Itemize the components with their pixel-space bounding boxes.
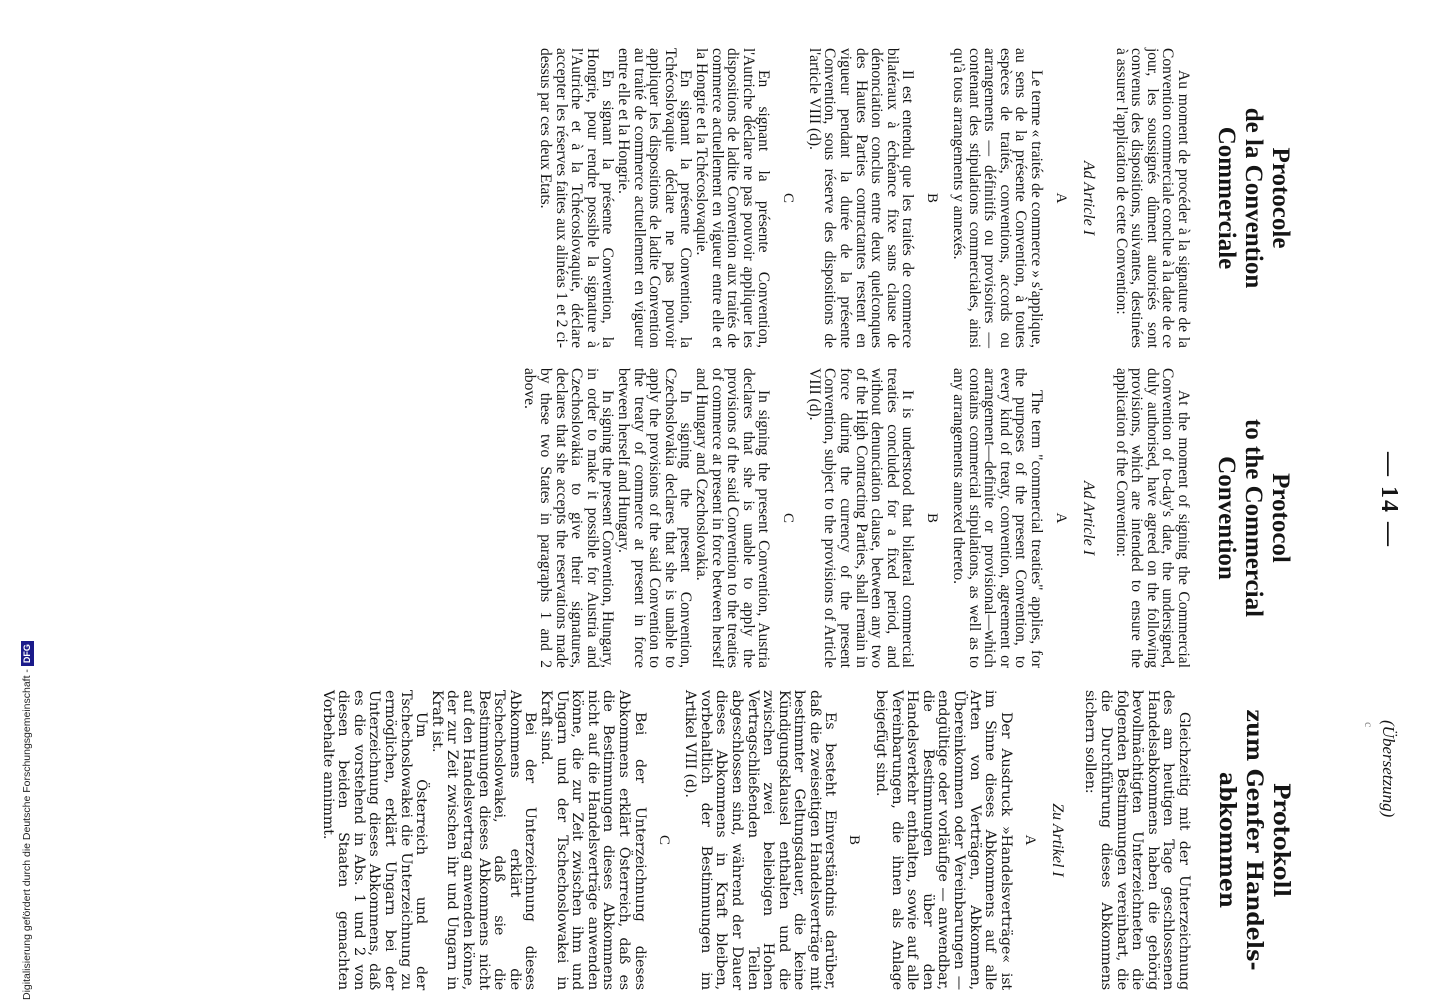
english-paragraph-c2: In signing the present Convention, Czechoslovakia declares that she is unable to apply the provisions of the said Convention to the treaty of commerce at present in force between herself and Hungary. [614, 368, 695, 668]
french-intro: Au moment de procéder à la signature de la Convention commerciale conclue à la date de ce jour, les soussignés dûment autorisés sont convenus des dispositions, suivantes, destinées à assurer l'application de cette Convention: [1112, 48, 1192, 348]
english-intro: At the moment of signing the Commercial Convention of to-day's date, the undersigned, duly authorised, have agreed on the following provisions, which are intended to ensure the application of the Convention: [1112, 368, 1192, 668]
german-title-line: abkommen [1214, 771, 1240, 909]
footer-text: Digitalisierung gefördert durch die Deutsche Forschungsgemeinschaft - [21, 669, 33, 1000]
english-title [1213, 368, 1294, 668]
german-section-b: B [846, 834, 863, 845]
german-title-line: zum Genfer Handels- [1241, 709, 1267, 971]
german-column [319, 690, 1294, 990]
french-title [1213, 48, 1294, 348]
english-column [522, 368, 1294, 668]
english-title-line: Convention [1213, 456, 1240, 580]
french-paragraph-c2: En signant la présente Convention, la Tchécoslovaquie déclare ne pas pouvoir appliquer les dispositions de ladite Convention au traité de commerce actuellement en vigueur entre elle et la Hongrie. [614, 48, 695, 348]
page-number: — 14 — [1376, 452, 1402, 548]
english-article-heading: Ad Article I [1080, 480, 1098, 556]
german-title [1213, 690, 1294, 990]
german-title-line: Protokoll [1268, 782, 1294, 898]
english-paragraph-c1: In signing the present Convention, Austria declares that she is unable to apply the provisions of the said Convention to the treaties of commerce at present in force between herself and Hungary and Czechoslovakia. [692, 368, 773, 668]
german-intro: Gleichzeitig mit der Unterzeichnung des am heutigen Tage geschlossenen Handelsabkommens haben die gehörig bevollmächtigten Unterzeichneten die folgenden Bestimmungen vereinbart, die die Durchführung dieses Abkommens sichern sollen: [1082, 690, 1192, 990]
digitization-footer [18, 440, 36, 1000]
french-paragraph-b: Il est entendu que les traités de commerce bilatéraux à échéance fixe sans clause de dénonciation conclus entre deux quelconques des Hautes Parties contractantes restent en vigueur pendant la durée de la présente Convention, sous réserve des dispositions de l'article VIII (d). [805, 48, 917, 348]
french-article-heading: Ad Article I [1080, 160, 1098, 236]
german-section-a: A [1021, 834, 1038, 846]
scan-mark: c [1362, 722, 1376, 728]
german-paragraph-a: Der Ausdruck »Handelsverträge« ist im Sinne dieses Abkommens auf alle Arten von Verträgen, Abkommen, Übereinkommen oder Vereinbarungen — endgültige oder vorläufige — anwendbar, die Bestimmungen über den Handelsverkehr enthalten, sowie auf alle Vereinbarungen, die ihnen als Anlage beigefügt sind. [873, 690, 1014, 990]
english-section-c: C [780, 512, 797, 523]
german-paragraph-c3: Um Österreich und der Tschechoslowakei die Unterzeichnung zu ermöglichen, erklärt Ungarn bei der Unterzeichnung dieses Abkommens, daß es die vorstehend in Abs. 1 und 2 von diesen beiden Staaten gemachten Vorbehalte annimmt. [319, 690, 430, 990]
french-section-a: A [1053, 192, 1070, 204]
german-paragraph-c2: Bei der Unterzeichnung dieses Abkommens erklärt die Tschechoslowakei, daß sie die Bestimmungen dieses Abkommens nicht auf den Handelsvertrag anwenden könne, der zur Zeit zwischen ihr und Ungarn in Kraft ist. [428, 690, 539, 990]
english-title-line: Protocol [1267, 473, 1294, 563]
french-title-line: de la Convention [1240, 107, 1267, 289]
french-paragraph-c3: En signant la présente Convention, la Hongrie, pour rendre possible la signature à l'Autriche et à la Tchécoslovaquie, déclare accepter les réserves faites aux alinéas 1 et 2 ci-dessus par ces deux Etats. [537, 48, 617, 348]
german-article-heading: Zu Artikel I [1048, 803, 1066, 877]
german-paragraph-c1: Bei der Unterzeichnung dieses Abkommens erklärt Österreich, daß es die Bestimmungen dieses Abkommens nicht auf die Handelsverträge anwenden könne, die zur Zeit zwischen ihm und Ungarn und der Tschechoslowakei in Kraft sind. [538, 690, 648, 990]
french-title-line: Commerciale [1213, 126, 1240, 270]
german-paragraph-b: Es besteht Einverständnis darüber, daß die zweiseitigen Handelsverträge mit bestimmter Geltungsdauer, die keine Kündigungsklausel enthalten und die zwischen zwei beliebigen Hohen Vertragschließenden Teilen abgeschlossen sind, während der Dauer dieses Abkommens in Kraft bleiben, vorbehaltlich der Bestimmungen im Artikel VIII (d). [682, 690, 839, 990]
french-title-line: Protocole [1267, 147, 1294, 249]
english-section-b: B [924, 512, 941, 523]
french-section-b: B [924, 192, 941, 203]
german-section-c: C [655, 834, 672, 845]
translation-note: (Übersetzung) [1379, 720, 1398, 818]
english-paragraph-c3: In signing the present Convention, Hungary, in order to make it possible for Austria and Czechoslovakia to give their signatures, declares that she accepts the reservations made by these two States in paragraphs 1 and 2 above. [521, 368, 617, 668]
english-section-a: A [1053, 512, 1070, 524]
footer-strip [0, 0, 33, 1000]
french-column [537, 48, 1294, 348]
french-paragraph-a: Le terme « traités de commerce » s'applique, au sens de la présente Convention, à toutes espèces de traités, conventions, accords ou arrangements — définitifs ou provisoires — contenant des stipulations commerciales, ainsi qu'à tous arrangements y annexés. [950, 48, 1046, 348]
english-paragraph-b: It is understood that bilateral commercial treaties concluded for a fixed period, and without denunciation clause, between any two of the High Contracting Parties, shall remain in force during the currency of the present Convention, subject to the provisions of Article VIII (d). [805, 368, 917, 668]
dfg-logo: DFG [21, 641, 34, 666]
french-section-c: C [780, 192, 797, 203]
english-title-line: to the Commercial [1240, 418, 1267, 618]
french-paragraph-c1: En signant la présente Convention, l'Autriche déclare ne pas pouvoir appliquer les dispositions de ladite Convention aux traités de commerce actuellement en vigueur entre elle et la Hongrie et la Tchécoslovaquie. [692, 48, 773, 348]
english-paragraph-a: The term "commercial treaties" applies, for the purposes of the present Convention, to every kind of treaty, convention, agreement or arrangement—definite or provisional—which contains commercial stipulations, as well as to any arrangements annexed thereto. [950, 368, 1046, 668]
